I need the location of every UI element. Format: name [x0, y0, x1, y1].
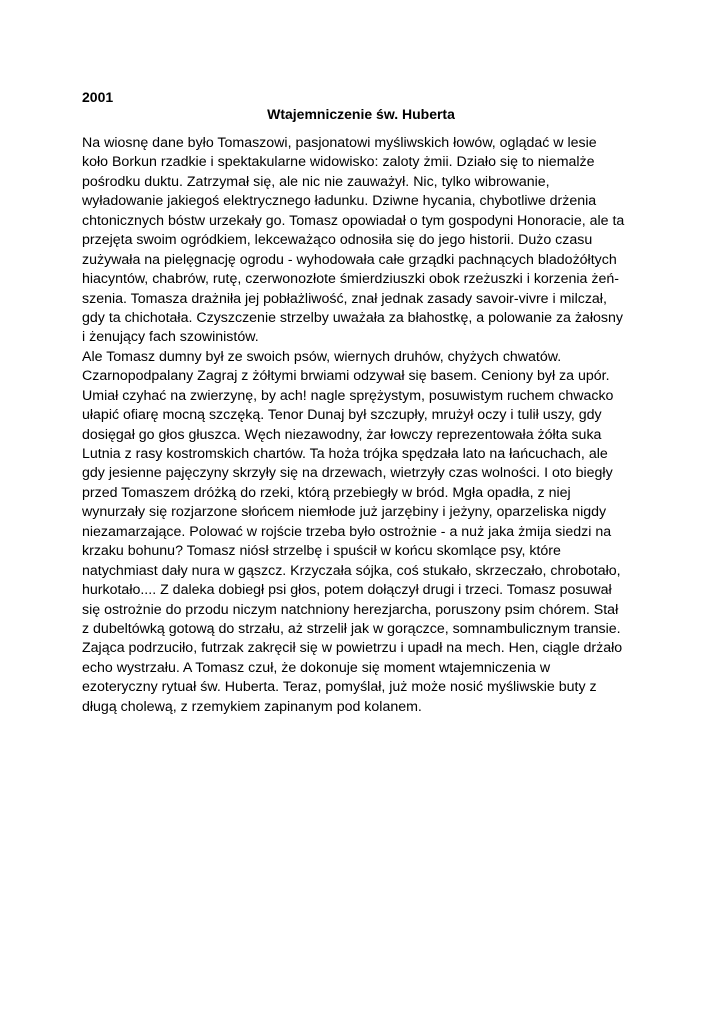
- body-line: ezoteryczny rytuał św. Huberta. Teraz, pomyślał, już może nosić myśliwskie buty z: [82, 679, 597, 696]
- document-body: [82, 134, 662, 717]
- body-line: ułapić ofiarę mocną szczęką. Tenor Dunaj był szczupły, mrużył oczy i tulił uszy, gdy: [82, 407, 602, 424]
- body-line: przejęta swoim ogródkiem, lekceważąco odnosiła się do jego historii. Dużo czasu: [82, 232, 593, 249]
- body-line: krzaku bohunu? Tomasz niósł strzelbę i spuścił w końcu skomlące psy, które: [82, 543, 561, 560]
- body-line: Na wiosnę dane było Tomaszowi, pasjonatowi myśliwskich łowów, oglądać w lesie: [82, 135, 597, 151]
- body-line: się ostrożnie do przodu niczym natchniony herezjarcha, poruszony psim chórem. Stał: [82, 601, 619, 618]
- document-year: 2001: [82, 89, 114, 105]
- body-line: zużywała na pielęgnację ogrodu - wyhodowała całe grządki pachnących bladożółtych: [82, 251, 617, 268]
- body-line: wynurzały się rozjarzone słońcem niemłode już jarzębiny i jeżyny, oparzeliska nigdy: [82, 504, 607, 521]
- body-line: natychmiast dały nura w gąszcz. Krzyczała sójka, coś stukało, skrzeczało, chrobotało,: [82, 562, 621, 579]
- body-line: Czarnopodpalany Zagraj z żółtymi brwiami odzywał się basem. Ceniony był za upór.: [82, 368, 610, 385]
- document-title: Wtajemniczenie św. Huberta: [267, 106, 455, 122]
- body-line: niezamarzające. Polować w rojście trzeba było ostrożnie - a nuż jaka żmija siedzi na: [82, 523, 612, 540]
- body-line: Ale Tomasz dumny był ze swoich psów, wiernych druhów, chyżych chwatów.: [82, 348, 562, 365]
- body-line: chtonicznych bóstw urzekały go. Tomasz opowiadał o tym gospodyni Honoracie, ale ta: [82, 212, 625, 229]
- body-line: z dubeltówką gotową do strzału, aż strzelił jak w gorączce, somnambulicznym transie.: [82, 620, 621, 637]
- body-line: Zająca podrzuciło, futrzak zakręcił się w powietrzu i upadł na mech. Hen, ciągle drżało: [82, 640, 623, 657]
- body-line: dosięgał go głos głuszca. Węch niezawodny, żar łowczy reprezentowała żółta suka: [82, 426, 602, 443]
- body-line: i żenujący fach szowinistów.: [82, 329, 259, 346]
- body-line: gdy jesienne pajęczyny skrzyły się na drzewach, wietrzyły czas wolności. I oto biegły: [82, 465, 613, 482]
- body-line: Umiał czyhać na zwierzynę, by ach! nagle sprężystym, posuwistym ruchem chwacko: [82, 387, 614, 404]
- body-line: gdy ta chichotała. Czyszczenie strzelby uważała za błahostkę, a polowanie za żałosny: [82, 309, 623, 326]
- body-line: pośrodku duktu. Zatrzymał się, ale nic nie zauważył. Nic, tylko wibrowanie,: [82, 173, 550, 190]
- body-line: długą cholewą, z rzemykiem zapinanym pod kolanem.: [82, 698, 422, 715]
- body-line: szenia. Tomasza drażniła jej pobłażliwość, znał jednak zasady savoir-vivre i milczał,: [82, 290, 607, 307]
- body-line: echo wystrzału. A Tomasz czuł, że dokonuje się moment wtajemniczenia w: [82, 659, 551, 676]
- body-line: przed Tomaszem dróżką do rzeki, którą przebiegły w bród. Mgła opadła, z niej: [82, 484, 571, 501]
- body-line: hurkotało.... Z daleka dobiegł psi głos, potem dołączył drugi i trzeci. Tomasz posuwał: [82, 582, 612, 599]
- body-line: Lutnia z rasy kostromskich chartów. Ta hoża trójka spędzała lato na łańcuchach, ale: [82, 446, 608, 462]
- body-line: koło Borkun rzadkie i spektakularne widowisko: zaloty żmii. Działo się to niemalże: [82, 154, 595, 171]
- body-line: hiacyntów, chabrów, rutę, czerwonozłote śmierdziuszki obok rzeżuszki i korzenia żeń-: [82, 271, 619, 288]
- body-line: wyładowanie jakiegoś elektrycznego ładunku. Dziwne hycania, chybotliwe drżenia: [82, 193, 597, 210]
